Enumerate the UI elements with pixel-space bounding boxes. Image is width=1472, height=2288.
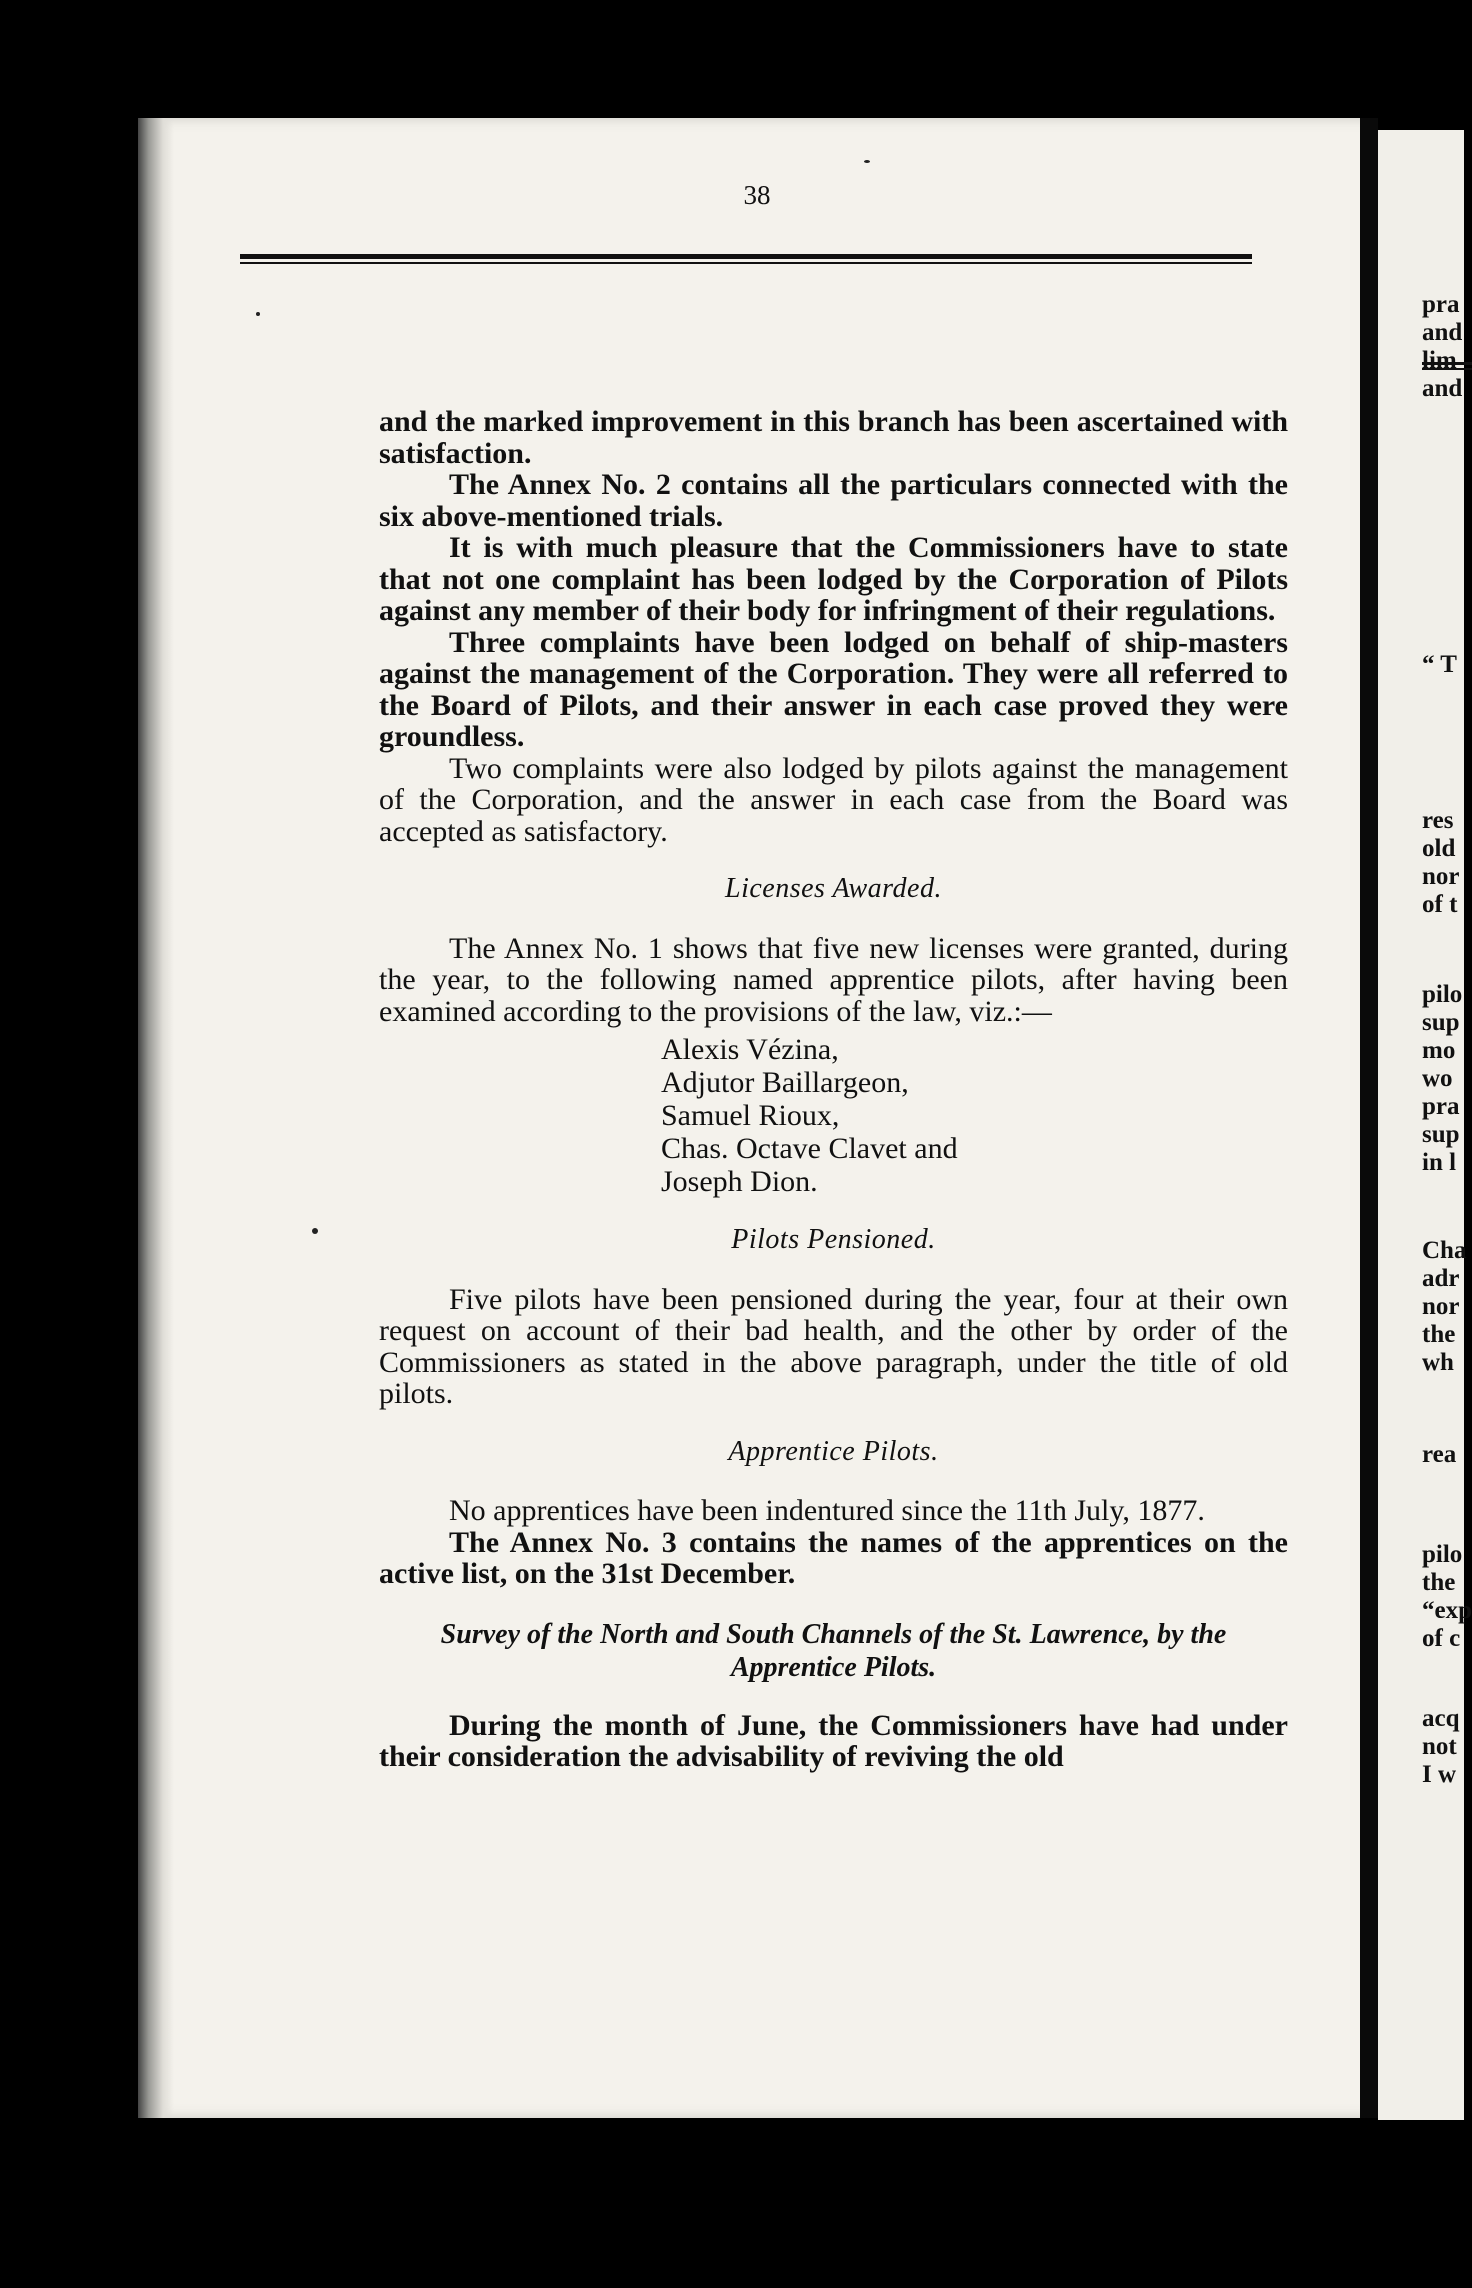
adjacent-page-text: pilo (1422, 981, 1463, 1008)
licensed-pilot-name: Samuel Rioux, (661, 1099, 840, 1132)
paragraph-licenses: The Annex No. 1 shows that five new licenses were granted, during the year, to the following named apprentice pilots, after having been examined according to the provisions of the law, viz.:— (379, 931, 1288, 1028)
adjacent-page-text: not (1422, 1733, 1457, 1760)
adjacent-page-text: mo (1422, 1037, 1456, 1064)
licensed-pilot-name: Joseph Dion. (661, 1165, 818, 1198)
adjacent-page-text: of t (1422, 891, 1458, 918)
paragraph-no-apprentices: No apprentices have been indentured since the 11th July, 1877. (449, 1494, 1205, 1527)
adjacent-page-text: “ T (1422, 651, 1457, 678)
adjacent-page-text: pilo (1422, 1541, 1463, 1568)
adjacent-page-text: I w (1422, 1761, 1457, 1788)
header-rule-thick (240, 254, 1252, 259)
scan-speck (256, 312, 260, 316)
page-gutter (1360, 118, 1378, 2118)
heading-pilots-pensioned: Pilots Pensioned. (731, 1224, 936, 1255)
adjacent-page-text: wh (1422, 1349, 1454, 1376)
header-rule-thin (240, 262, 1252, 264)
licensed-pilot-name: Chas. Octave Clavet and (661, 1132, 958, 1165)
licensed-pilots-list (661, 1033, 1288, 1198)
page-number: 38 (743, 180, 771, 210)
paragraph-pensioned: Five pilots have been pensioned during the year, four at their own request on account of their bad health, and the other by order of the Commissioners as stated in the above paragraph, under the title of old pilots. (379, 1282, 1288, 1410)
adjacent-page-text: lim (1422, 347, 1457, 374)
adjacent-page-text: pra (1422, 1093, 1460, 1120)
paragraph-annex-2: The Annex No. 2 contains all the particulars connected with the six above-mentioned trials. (379, 468, 1288, 533)
adjacent-page-text: and (1422, 375, 1463, 402)
paragraph-ship-masters: Three complaints have been lodged on behalf of ship-masters against the management of the Corporation. They were all referred to the Board of Pilots, and their answer in each case proved they were groundless. (379, 625, 1288, 753)
adjacent-page-text: wo (1422, 1065, 1453, 1092)
adjacent-page-text: “exp (1422, 1597, 1472, 1624)
adjacent-page-text: pra (1422, 291, 1460, 318)
page-spine-shadow (138, 118, 174, 2118)
page-body (379, 406, 1288, 1773)
licensed-pilot-name: Alexis Vézina, (661, 1033, 839, 1066)
scan-speck (312, 1228, 318, 1234)
adjacent-page-text: the (1422, 1569, 1456, 1596)
scan-speck (864, 160, 870, 163)
adjacent-page-text: rea (1422, 1441, 1457, 1468)
adjacent-page-text: Cha (1422, 1237, 1467, 1264)
header-rule (240, 254, 1252, 264)
heading-apprentice-pilots: Apprentice Pilots. (728, 1435, 939, 1467)
adjacent-page-text: of c (1422, 1625, 1461, 1652)
adjacent-page-text: sup (1422, 1009, 1460, 1036)
adjacent-page-text: acq (1422, 1705, 1460, 1732)
heading-survey-channels: Survey of the North and South Channels of the St. Lawrence, by the Apprentice Pilots. (440, 1618, 1227, 1683)
adjacent-page-fragment (1378, 130, 1472, 2120)
adjacent-page-text: old (1422, 835, 1456, 862)
heading-licenses-awarded: Licenses Awarded. (725, 873, 942, 904)
paragraph-improvement: and the marked improvement in this branch has been ascertained with satisfaction. (379, 405, 1288, 470)
adjacent-page-text: sup (1422, 1121, 1460, 1148)
paragraph-survey: During the month of June, the Commissioners have had under their consideration the advisability of reviving the old (379, 1708, 1288, 1773)
adjacent-page-text: in l (1422, 1149, 1457, 1176)
adjacent-page-text: nor (1422, 863, 1460, 890)
adjacent-page-text: nor (1422, 1293, 1460, 1320)
adjacent-page-text: res (1422, 807, 1454, 834)
adjacent-page-text: and (1422, 319, 1463, 346)
adjacent-page-text: adr (1422, 1265, 1460, 1292)
adjacent-page-text: the (1422, 1321, 1456, 1348)
paragraph-annex-3: The Annex No. 3 contains the names of the apprentices on the active list, on the 31st December. (379, 1525, 1288, 1590)
paragraph-pilot-complaints: Two complaints were also lodged by pilots against the management of the Corporation, and the answer in each case from the Board was accepted as satisfactory. (379, 751, 1288, 848)
licensed-pilot-name: Adjutor Baillargeon, (661, 1066, 909, 1099)
paragraph-no-complaint: It is with much pleasure that the Commissioners have to state that not one complaint has been lodged by the Corporation of Pilots against any member of their body for infringment of their regulations. (379, 531, 1288, 627)
